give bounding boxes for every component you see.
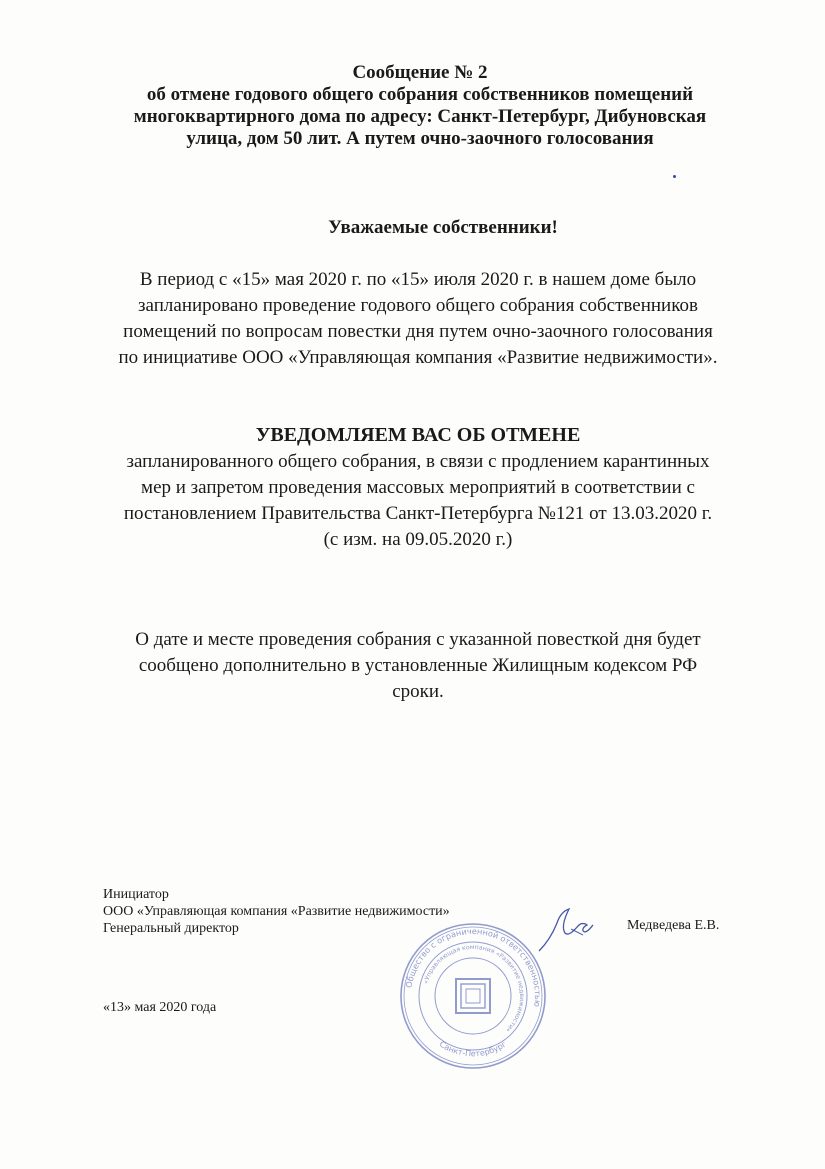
document-date: «13» мая 2020 года [103,1000,217,1015]
paragraph-line: сообщено дополнительно в установленные Жилищным кодексом РФ [138,655,698,676]
paragraph-line: В период с «15» мая 2020 г. по «15» июля 2020 г. в нашем доме было [139,269,697,290]
paragraph-line: запланировано проведение годового общего собрания собственников [138,295,698,316]
title-line-2: об отмене годового общего собрания собственников помещений [146,84,694,105]
document-title [60,62,780,150]
organization-name: ООО «Управляющая компания «Развитие недвижимости» [103,904,450,919]
notice-line: постановлением Правительства Санкт-Петербурга №121 от 13.03.2020 г. [123,503,713,524]
ink-speck [673,175,676,178]
greeting-text: Уважаемые собственники! [328,217,558,238]
paragraph-line: сроки. [392,681,444,702]
title-line-4: улица, дом 50 лит. А путем очно-заочного голосования [186,128,654,149]
company-seal-icon [398,921,548,1071]
notice-line: мер и запретом проведения массовых мероприятий в соответствии с [141,477,695,498]
paragraph-followup [78,627,758,705]
handwritten-signature-icon [535,905,595,955]
notice-heading: УВЕДОМЛЯЕМ ВАС ОБ ОТМЕНЕ [255,424,581,446]
title-line-3: многоквартирного дома по адресу: Санкт-Петербург, Дибуновская [133,106,707,127]
seal-outer-text: Общество с ограниченной ответственностью [403,925,544,1008]
notice-line: запланированного общего собрания, в связи с продлением карантинных [126,451,710,472]
greeting [0,217,825,239]
notice-line: (с изм. на 09.05.2020 г.) [323,529,513,550]
seal-city-text: Санкт-Петербург [437,1039,509,1059]
paragraph-announcement [78,267,758,371]
notice-body [78,449,758,553]
seal-middle-text: «Управляющая компания «Развитие недвижимости» [422,943,526,1034]
signer-name: Медведева Е.В. [627,918,720,933]
paragraph-line: по инициативе ООО «Управляющая компания «Развитие недвижимости». [118,347,718,368]
paragraph-line: помещений по вопросам повестки дня путем очно-заочного голосования [123,321,713,342]
position-title: Генеральный директор [103,921,239,936]
paragraph-line: О дате и месте проведения собрания с указанной повесткой дня будет [135,629,701,650]
title-line-1: Сообщение № 2 [352,62,488,83]
initiator-label: Инициатор [103,887,169,902]
